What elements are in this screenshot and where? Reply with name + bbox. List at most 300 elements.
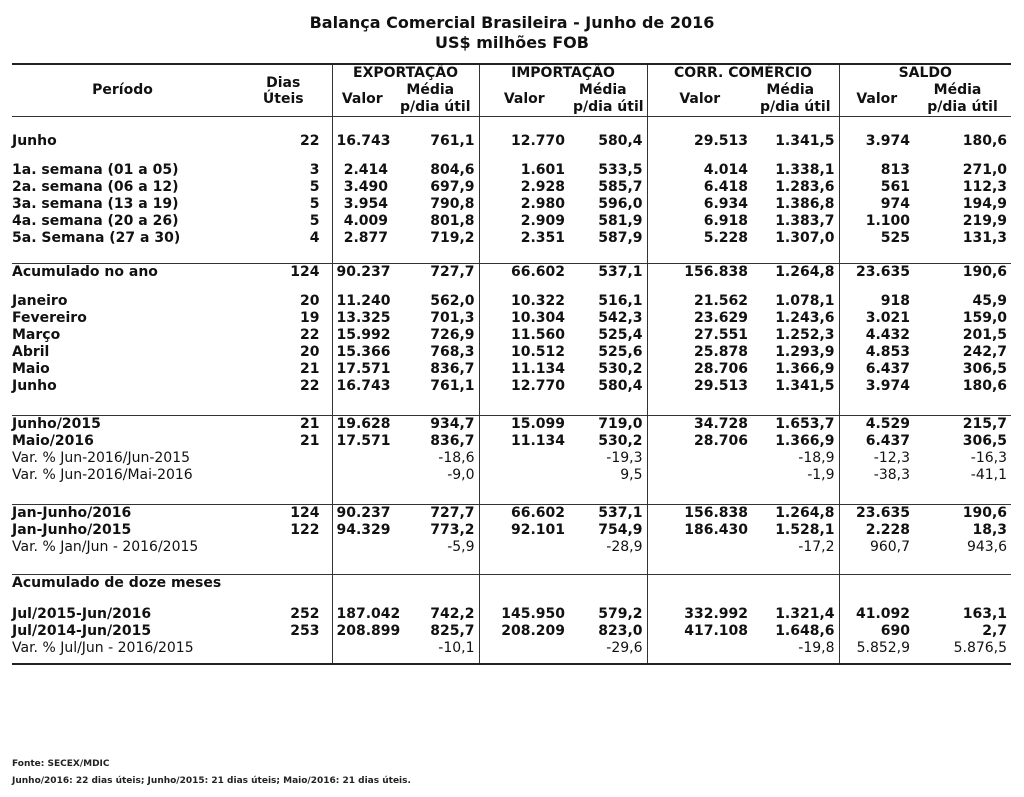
table-cell: 6.918: [647, 213, 752, 230]
spacer-cell: [839, 592, 914, 606]
table-cell: -1,9: [807, 467, 835, 483]
row-label: Maio/2016: [12, 433, 94, 449]
table-cell: 530,2: [598, 361, 643, 377]
table-cell: -29,6: [606, 640, 643, 656]
spacer-row: [12, 657, 1011, 664]
table-cell: 3.954: [332, 196, 392, 213]
table-cell: 719,0: [598, 416, 643, 432]
table-cell: 215,7: [962, 416, 1008, 432]
table-cell: 525: [839, 230, 914, 247]
spacer-row: [12, 281, 1011, 293]
table-cell: 2.414: [332, 162, 392, 179]
table-cell: [479, 539, 569, 556]
table-row-acum-doze: [12, 575, 1011, 593]
table-cell: -10,1: [438, 640, 475, 656]
spacer-cell: [392, 247, 479, 264]
table-cell: 585,7: [598, 179, 643, 195]
table-cell: 5.852,9: [839, 640, 914, 657]
table-cell: 790,8: [430, 196, 475, 212]
table-cell: [647, 467, 752, 484]
table-cell: 2.980: [479, 196, 569, 213]
spacer-cell: [332, 592, 392, 606]
spacer-cell: [12, 657, 237, 664]
spacer-cell: [569, 395, 647, 416]
cell-dias-uteis: 21: [300, 416, 320, 432]
table-cell: 23.635: [839, 264, 914, 282]
table-cell: 4.014: [647, 162, 752, 179]
spacer-cell: [12, 556, 237, 575]
report-subtitle: US$ milhões FOB: [435, 33, 589, 52]
table-cell: 145.950: [479, 606, 569, 623]
table-cell: [914, 575, 1011, 593]
footer-source: Fonte: SECEX/MDIC: [12, 759, 110, 769]
table-cell: 306,5: [962, 361, 1008, 377]
table-cell: 180,6: [962, 133, 1008, 149]
table-cell: 761,1: [430, 133, 475, 149]
spacer-cell: [752, 247, 839, 264]
cell-dias-uteis: 122: [290, 522, 320, 538]
table-cell: 825,7: [430, 623, 475, 639]
row-label: Acumulado no ano: [12, 264, 158, 280]
table-cell: [479, 450, 569, 467]
table-cell: 194,9: [962, 196, 1008, 212]
table-cell: [647, 640, 752, 657]
table-cell: 29.513: [647, 378, 752, 395]
row-label: Acumulado de doze meses: [12, 575, 222, 591]
spacer-row: [12, 556, 1011, 575]
table-cell: 3.490: [332, 179, 392, 196]
table-cell: 34.728: [647, 416, 752, 434]
spacer-cell: [839, 556, 914, 575]
spacer-cell: [332, 657, 392, 664]
table-cell: 727,7: [430, 505, 475, 521]
spacer-cell: [479, 247, 569, 264]
row-label: 2a. semana (06 a 12): [12, 179, 179, 195]
spacer-cell: [752, 657, 839, 664]
table-cell: 2.351: [479, 230, 569, 247]
table-cell: 45,9: [972, 293, 1008, 309]
row-label: Junho/2015: [12, 416, 101, 432]
table-cell: 1.341,5: [775, 133, 835, 149]
table-cell: 190,6: [962, 505, 1008, 521]
table-cell: [647, 575, 752, 593]
table-cell: 28.706: [647, 433, 752, 450]
spacer-cell: [569, 247, 647, 264]
spacer-cell: [752, 117, 839, 134]
row-label: Junho: [12, 133, 57, 149]
table-cell: 66.602: [479, 264, 569, 282]
spacer-cell: [914, 247, 1011, 264]
spacer-row: [12, 395, 1011, 416]
table-cell: 1.341,5: [775, 378, 835, 394]
cell-dias-uteis: [237, 450, 332, 467]
spacer-cell: [914, 657, 1011, 664]
spacer-cell: [12, 247, 237, 264]
spacer-row: [12, 150, 1011, 162]
spacer-cell: [12, 592, 237, 606]
table-row-sem4: [12, 213, 1011, 230]
row-label: Abril: [12, 344, 50, 360]
table-cell: 190,6: [962, 264, 1008, 280]
table-cell: 3.021: [839, 310, 914, 327]
table-cell: 581,9: [598, 213, 643, 229]
table-cell: 1.078,1: [775, 293, 835, 309]
table-row-abril: [12, 344, 1011, 361]
table-cell: 579,2: [598, 606, 643, 622]
cell-dias-uteis: 124: [290, 505, 320, 521]
spacer-cell: [392, 556, 479, 575]
spacer-cell: [752, 484, 839, 505]
table-cell: 918: [839, 293, 914, 310]
header-saldo: SALDO: [839, 64, 1011, 82]
spacer-cell: [392, 657, 479, 664]
row-label: 1a. semana (01 a 05): [12, 162, 179, 178]
table-cell: 159,0: [962, 310, 1008, 326]
table-cell: 10.304: [479, 310, 569, 327]
spacer-cell: [752, 556, 839, 575]
table-cell: [839, 575, 914, 593]
spacer-cell: [332, 556, 392, 575]
table-cell: 537,1: [598, 505, 643, 521]
header-row-groups: [12, 64, 1011, 82]
footer-note: Junho/2016: 22 dias úteis; Junho/2015: 21 dias úteis; Maio/2016: 21 dias úteis.: [12, 776, 411, 786]
spacer-cell: [479, 556, 569, 575]
spacer-cell: [914, 117, 1011, 134]
table-row-maio2016: [12, 433, 1011, 450]
spacer-cell: [647, 657, 752, 664]
spacer-cell: [752, 592, 839, 606]
spacer-cell: [914, 592, 1011, 606]
table-cell: 1.338,1: [775, 162, 835, 178]
table-row-sem5: [12, 230, 1011, 247]
spacer-cell: [839, 657, 914, 664]
header-corr-comercio: CORR. COMÉRCIO: [647, 64, 839, 82]
row-label: Var. % Jul/Jun - 2016/2015: [12, 640, 194, 656]
table-cell: 27.551: [647, 327, 752, 344]
row-label: Var. % Jan/Jun - 2016/2015: [12, 539, 199, 555]
table-cell: 974: [839, 196, 914, 213]
spacer-cell: [569, 657, 647, 664]
table-cell: 934,7: [430, 416, 475, 432]
spacer-cell: [479, 592, 569, 606]
row-label: Jan-Junho/2015: [12, 522, 132, 538]
report-title: Balança Comercial Brasileira - Junho de 2016: [309, 13, 715, 32]
table-cell: 271,0: [962, 162, 1008, 178]
table-cell: 12.770: [479, 378, 569, 395]
table-cell: 836,7: [430, 433, 475, 449]
table-cell: 726,9: [430, 327, 475, 343]
table-cell: 17.571: [332, 433, 392, 450]
cell-dias-uteis: 252: [290, 606, 320, 622]
table-cell: 12.770: [479, 133, 569, 150]
table-cell: 208.899: [332, 623, 392, 640]
row-label: Jul/2014-Jun/2015: [12, 623, 152, 639]
table-cell: 701,3: [430, 310, 475, 326]
table-cell: 1.293,9: [775, 344, 835, 360]
row-label: Março: [12, 327, 61, 343]
table-cell: -19,3: [606, 450, 643, 466]
table-cell: 21.562: [647, 293, 752, 310]
header-dias-line1: Dias: [266, 74, 301, 91]
spacer-cell: [647, 150, 752, 162]
spacer-cell: [237, 281, 332, 293]
table-cell: 533,5: [598, 162, 643, 178]
table-cell: -19,8: [798, 640, 835, 656]
spacer-cell: [569, 117, 647, 134]
table-cell: [479, 640, 569, 657]
spacer-cell: [332, 247, 392, 264]
table-cell: 1.243,6: [775, 310, 835, 326]
table-cell: [647, 450, 752, 467]
cell-dias-uteis: 124: [290, 264, 320, 280]
spacer-cell: [237, 556, 332, 575]
row-label: 4a. semana (20 a 26): [12, 213, 179, 229]
header-saldo-valor: Valor: [839, 82, 914, 117]
header-corr-media1: Média: [766, 82, 815, 98]
spacer-cell: [569, 592, 647, 606]
table-cell: 1.252,3: [775, 327, 835, 343]
spacer-cell: [479, 117, 569, 134]
table-cell: 131,3: [962, 230, 1008, 246]
table-cell: 2,7: [982, 623, 1008, 639]
table-cell: 6.418: [647, 179, 752, 196]
table-cell: 242,7: [962, 344, 1008, 360]
table-cell: 580,4: [598, 378, 643, 394]
table-cell: 25.878: [647, 344, 752, 361]
spacer-cell: [479, 657, 569, 664]
cell-dias-uteis: 3: [309, 162, 320, 178]
spacer-cell: [647, 281, 752, 293]
table-cell: 29.513: [647, 133, 752, 150]
table-cell: 1.601: [479, 162, 569, 179]
spacer-cell: [914, 150, 1011, 162]
table-cell: 2.877: [332, 230, 392, 247]
table-row-var-janjun: [12, 539, 1011, 556]
table-cell: 180,6: [962, 378, 1008, 394]
spacer-cell: [914, 395, 1011, 416]
table-cell: 727,7: [430, 264, 475, 280]
spacer-cell: [237, 247, 332, 264]
table-cell: [332, 467, 392, 484]
table-cell: 417.108: [647, 623, 752, 640]
header-exp-media1: Média: [406, 82, 455, 98]
spacer-cell: [839, 395, 914, 416]
spacer-cell: [392, 117, 479, 134]
spacer-cell: [839, 247, 914, 264]
table-cell: 186.430: [647, 522, 752, 539]
table-row-var-jun: [12, 450, 1011, 467]
spacer-cell: [237, 592, 332, 606]
spacer-cell: [479, 281, 569, 293]
cell-dias-uteis: [237, 640, 332, 657]
table-row-maio: [12, 361, 1011, 378]
table-cell: [479, 467, 569, 484]
table-cell: 332.992: [647, 606, 752, 623]
table-cell: 23.629: [647, 310, 752, 327]
spacer-cell: [332, 117, 392, 134]
spacer-cell: [392, 395, 479, 416]
table-row-acum-ano: [12, 264, 1011, 282]
table-cell: 11.240: [332, 293, 392, 310]
table-cell: [332, 539, 392, 556]
table-cell: 163,1: [962, 606, 1008, 622]
header-corr-valor: Valor: [647, 82, 752, 117]
table-cell: 10.512: [479, 344, 569, 361]
table-cell: 823,0: [598, 623, 643, 639]
table-cell: 3.974: [839, 378, 914, 395]
table-cell: 596,0: [598, 196, 643, 212]
table-cell: 112,3: [962, 179, 1008, 195]
header-exp-media2: p/dia útil: [399, 99, 471, 115]
table-row-var-jul: [12, 640, 1011, 657]
table-cell: 542,3: [598, 310, 643, 326]
table-cell: 6.437: [839, 361, 914, 378]
table-cell: 18,3: [972, 522, 1008, 538]
spacer-cell: [914, 484, 1011, 505]
table-cell: 4.853: [839, 344, 914, 361]
table-cell: 813: [839, 162, 914, 179]
header-exportacao: EXPORTAÇÃO: [332, 64, 479, 82]
row-label: 5a. Semana (27 a 30): [12, 230, 181, 246]
row-label: Maio: [12, 361, 50, 377]
spacer-row: [12, 484, 1011, 505]
cell-dias-uteis: 20: [300, 344, 320, 360]
header-importacao: IMPORTAÇÃO: [479, 64, 647, 82]
header-dias-line2: Úteis: [262, 90, 304, 107]
spacer-cell: [647, 117, 752, 134]
table-cell: 66.602: [479, 505, 569, 523]
cell-dias-uteis: 21: [300, 433, 320, 449]
table-cell: 1.100: [839, 213, 914, 230]
table-cell: 754,9: [598, 522, 643, 538]
cell-dias-uteis: 19: [300, 310, 320, 326]
table-cell: [647, 539, 752, 556]
table-cell: 773,2: [430, 522, 475, 538]
table-cell: 4.529: [839, 416, 914, 434]
header-exp-valor: Valor: [332, 82, 392, 117]
table-cell: 156.838: [647, 264, 752, 282]
table-cell: 2.228: [839, 522, 914, 539]
table-cell: 562,0: [430, 293, 475, 309]
spacer-cell: [752, 281, 839, 293]
table-cell: 4.432: [839, 327, 914, 344]
table-cell: 306,5: [962, 433, 1008, 449]
row-label: Janeiro: [12, 293, 68, 309]
table-cell: 28.706: [647, 361, 752, 378]
table-cell: 5.228: [647, 230, 752, 247]
table-cell: 580,4: [598, 133, 643, 149]
header-imp-media1: Média: [578, 82, 627, 98]
table-cell: 16.743: [332, 378, 392, 395]
header-corr-media2: p/dia útil: [760, 99, 831, 115]
table-cell: -12,3: [839, 450, 914, 467]
spacer-cell: [914, 281, 1011, 293]
spacer-cell: [12, 484, 237, 505]
table-cell: 208.209: [479, 623, 569, 640]
spacer-cell: [12, 281, 237, 293]
table-cell: 11.560: [479, 327, 569, 344]
cell-dias-uteis: 253: [290, 623, 320, 639]
table-cell: 1.264,8: [775, 505, 835, 521]
spacer-cell: [569, 556, 647, 575]
table-row-junho2: [12, 378, 1011, 395]
spacer-cell: [237, 117, 332, 134]
cell-dias-uteis: 5: [309, 196, 320, 212]
table-cell: 41.092: [839, 606, 914, 623]
spacer-cell: [479, 150, 569, 162]
spacer-cell: [12, 117, 237, 134]
spacer-cell: [392, 150, 479, 162]
table-row-fevereiro: [12, 310, 1011, 327]
spacer-cell: [392, 484, 479, 505]
table-cell: 1.386,8: [775, 196, 835, 212]
spacer-cell: [752, 150, 839, 162]
table-cell: [392, 575, 479, 593]
cell-dias-uteis: 4: [309, 230, 320, 246]
table-cell: -9,0: [447, 467, 475, 483]
spacer-cell: [647, 556, 752, 575]
table-row-junho2015: [12, 416, 1011, 434]
spacer-cell: [332, 484, 392, 505]
spacer-cell: [237, 657, 332, 664]
table-cell: 3.974: [839, 133, 914, 150]
spacer-cell: [332, 281, 392, 293]
table-cell: 690: [839, 623, 914, 640]
cell-dias-uteis: 21: [300, 361, 320, 377]
table-cell: 15.992: [332, 327, 392, 344]
table-cell: 530,2: [598, 433, 643, 449]
spacer-cell: [479, 484, 569, 505]
table-cell: 537,1: [598, 264, 643, 280]
spacer-cell: [839, 117, 914, 134]
table-cell: [479, 575, 569, 593]
table-cell: 768,3: [430, 344, 475, 360]
table-cell: 94.329: [332, 522, 392, 539]
row-label: Jan-Junho/2016: [12, 505, 132, 521]
table-cell: 187.042: [332, 606, 392, 623]
table-row-sem3: [12, 196, 1011, 213]
table-cell: 801,8: [430, 213, 475, 229]
spacer-cell: [12, 150, 237, 162]
table-row-sem1: [12, 162, 1011, 179]
table-cell: 1.321,4: [775, 606, 835, 622]
table-cell: 23.635: [839, 505, 914, 523]
table-cell: 156.838: [647, 505, 752, 523]
cell-dias-uteis: [237, 575, 332, 593]
table-cell: 836,7: [430, 361, 475, 377]
cell-dias-uteis: 22: [300, 378, 320, 394]
table-cell: [752, 575, 839, 593]
table-cell: -17,2: [798, 539, 835, 555]
spacer-cell: [647, 484, 752, 505]
table-cell: 219,9: [962, 213, 1008, 229]
table-cell: 960,7: [839, 539, 914, 556]
table-cell: 1.307,0: [775, 230, 835, 246]
table-cell: 1.648,6: [775, 623, 835, 639]
table-cell: 587,9: [598, 230, 643, 246]
spacer-cell: [237, 150, 332, 162]
table-row-jul2015: [12, 606, 1011, 623]
table-cell: [332, 575, 392, 593]
spacer-row: [12, 592, 1011, 606]
table-cell: 11.134: [479, 361, 569, 378]
table-cell: 6.934: [647, 196, 752, 213]
spacer-cell: [237, 484, 332, 505]
spacer-cell: [647, 395, 752, 416]
cell-dias-uteis: 5: [309, 213, 320, 229]
table-row-jul2014: [12, 623, 1011, 640]
table-cell: 516,1: [598, 293, 643, 309]
